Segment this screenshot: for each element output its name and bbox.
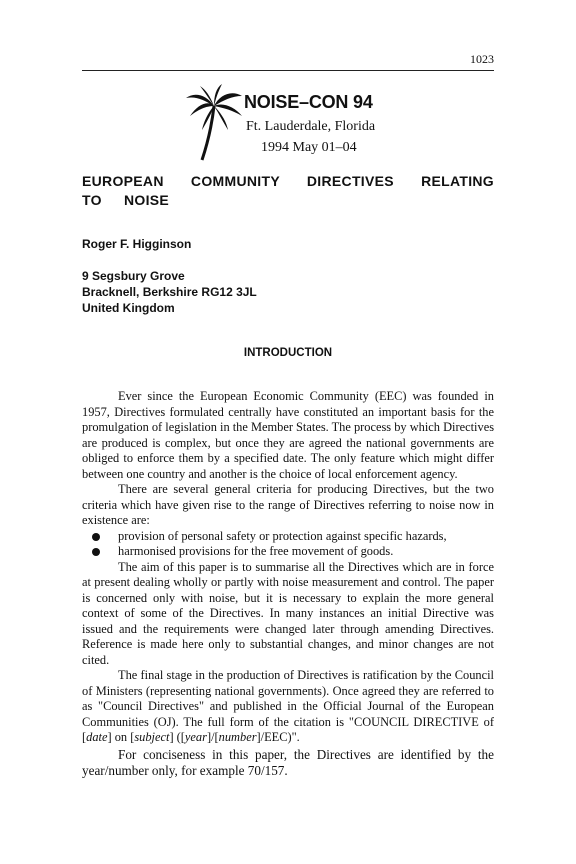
header-rule [82, 70, 494, 71]
list-item-text: provision of personal safety or protection against specific hazards, [118, 528, 447, 543]
conference-name: NOISE–CON 94 [244, 92, 373, 112]
list-item-text: harmonised provisions for the free movement of goods. [118, 544, 394, 558]
bullet-icon [92, 548, 100, 556]
text-run: ] ([ [169, 730, 185, 744]
paragraph: There are several general criteria for producing Directives, but the two criteria which have given rise to the range of Directives referring to noise now in existence are: [82, 482, 494, 527]
body-text [82, 389, 494, 779]
text-run: The final stage in the production of Directives is ratification by the Council of Ministers (representing national governments). Once agreed they are referred to as "Council Directives" and published in the Official Journal of the European Communities (OJ). The full form of the citation is "COUNCIL DIRECTIVE of [82, 668, 494, 729]
paper-title: EUROPEAN COMMUNITY DIRECTIVES RELATING TO NOISE [82, 173, 494, 208]
text-run: ]/[ [206, 730, 219, 744]
conference-date: 1994 May 01–04 [261, 140, 357, 155]
address-line: 9 Segsbury Grove [82, 269, 185, 283]
section-heading: INTRODUCTION [243, 347, 333, 359]
citation-placeholder: subject [134, 730, 170, 744]
author-name: Roger F. Higginson [82, 237, 192, 251]
address-line: United Kingdom [82, 301, 175, 315]
paragraph: Ever since the European Economic Community (EEC) was founded in 1957, Directives formulated centrally have constituted an important basis for the promulgation of legislation in the Member States. The process by which Directives are produced is complex, but once they are agreed the national governments are obliged to enforce them by a specified date. The only feature which might differ between one country and another is the choice of local enforcement agency. [82, 389, 495, 481]
citation-placeholder: year [184, 730, 207, 744]
paragraph: For conciseness in this paper, the Directives are identified by the year/number only, for example 70/157. [82, 746, 494, 778]
citation-placeholder: date [86, 730, 108, 744]
citation-placeholder: number [218, 730, 257, 744]
conference-location: Ft. Lauderdale, Florida [246, 119, 376, 134]
page-number: 1023 [470, 52, 494, 66]
text-run: ]/EEC)". [256, 730, 300, 744]
list-item [82, 544, 494, 560]
paragraph: The final stage in the production of Directives is ratification by the Council of Ministers (representing national governments). Once agreed they are referred to as "Council Directives" and published in the Official Journal of the European Communities (OJ). The full form of the citation is "COUNCIL DIRECTIVE of [date] on [subject] ([year]/[number]/EEC)". [82, 668, 494, 744]
paragraph: The aim of this paper is to summarise all the Directives which are in force at present dealing wholly or partly with noise measurement and control. The paper is concerned only with noise, but it is necessary to explain the more general context of some of the Directives. In many instances an initial Directive was issued and the requirements were changed later through amending Directives. Reference is made here only to substantial changes, and minor changes are not cited. [82, 559, 494, 667]
author-address [82, 268, 257, 316]
text-run: ] on [ [107, 730, 135, 744]
criteria-list [82, 529, 494, 560]
palm-tree-icon [184, 84, 246, 162]
list-item [82, 529, 494, 545]
bullet-icon [92, 533, 100, 541]
address-line: Bracknell, Berkshire RG12 3JL [82, 285, 257, 299]
